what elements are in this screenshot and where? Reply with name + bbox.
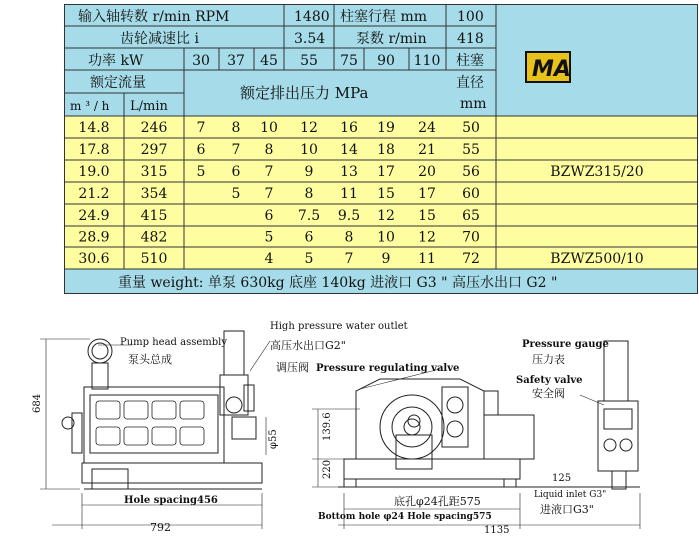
pump-head-en-label: Pump head assembly <box>120 337 228 348</box>
dim-792: 792 <box>150 521 171 534</box>
row-flow-lmin: 315 <box>140 164 168 180</box>
row-pressure-cell: 18 <box>377 142 395 158</box>
row-flow-lmin: 297 <box>140 142 168 158</box>
row-plunger-dia: 65 <box>462 208 480 224</box>
row-pressure-cell: 21 <box>418 142 436 158</box>
row-pressure-cell: 7 <box>231 142 241 158</box>
row-flow-m3h: 17.8 <box>78 142 110 158</box>
row-pressure-cell: 12 <box>377 208 395 224</box>
row-pressure-cell: 7 <box>264 164 274 180</box>
row-pressure-cell: 9.5 <box>337 208 361 224</box>
row-pressure-cell: 16 <box>340 120 358 136</box>
hole-spacing-label: Hole spacing456 <box>124 495 218 506</box>
row-pressure-cell: 6 <box>304 229 314 246</box>
hp-outlet-cn-label: 高压水出口G2" <box>270 339 346 352</box>
row-pressure-cell: 5 <box>264 229 274 246</box>
ma-logo-text: MA <box>532 57 571 82</box>
row-model-name: BZWZ315/20 <box>550 164 644 180</box>
row-flow-m3h: 30.6 <box>78 251 110 267</box>
row-pressure-cell: 5 <box>304 251 314 267</box>
row-pressure-cell: 12 <box>300 120 318 136</box>
row-pressure-cell: 7 <box>264 186 274 202</box>
plunger-diameter-label: 直径 <box>456 75 484 91</box>
dim-139-6: 139.6 <box>322 412 333 441</box>
rpm-label: 输入轴转数 r/min RPM <box>78 9 230 25</box>
row-pressure-cell: 14 <box>340 142 358 158</box>
row-pressure-cell: 6 <box>264 208 274 224</box>
dim-55: φ55 <box>268 429 279 449</box>
bottom-hole-cn-label: 底孔φ24孔距575 <box>394 495 481 508</box>
row-pressure-cell: 9 <box>304 164 314 180</box>
row-flow-m3h: 28.9 <box>78 229 110 246</box>
row-pressure-cell: 12 <box>418 229 436 246</box>
pressure-gauge-en-label: Pressure gauge <box>522 339 609 350</box>
row-pressure-cell: 8 <box>304 186 314 202</box>
row-flow-m3h: 14.8 <box>78 120 110 136</box>
row-pressure-cell: 17 <box>418 186 436 202</box>
row-pressure-cell: 11 <box>340 186 358 202</box>
stroke-value: 100 <box>457 9 484 25</box>
power-header-55: 55 <box>300 53 318 69</box>
row-pressure-cell: 17 <box>377 164 395 180</box>
row-pressure-cell: 8 <box>231 120 241 136</box>
row-plunger-dia: 56 <box>462 164 480 180</box>
spec-table <box>64 4 698 294</box>
row-pressure-cell: 8 <box>344 229 354 246</box>
pressure-gauge-cn-label: 压力表 <box>532 353 565 366</box>
row-pressure-cell: 20 <box>418 164 436 180</box>
pump-speed-value: 418 <box>457 31 484 47</box>
row-flow-lmin: 246 <box>140 120 168 136</box>
row-pressure-cell: 6 <box>231 164 241 180</box>
row-pressure-cell: 11 <box>418 251 436 267</box>
row-pressure-cell: 13 <box>340 164 358 180</box>
reg-valve-cn-label: 调压阀 <box>276 361 309 374</box>
power-header-90: 90 <box>377 53 395 69</box>
bottom-hole-en-label: Bottom hole φ24 Hole spacing575 <box>318 512 492 522</box>
safety-valve-cn-label: 安全阀 <box>532 387 565 400</box>
liquid-inlet-en-label: Liquid inlet G3" <box>534 490 607 500</box>
rated-flow-label: 额定流量 <box>90 75 146 91</box>
power-header-37: 37 <box>227 53 245 69</box>
row-flow-m3h: 19.0 <box>78 164 110 180</box>
row-pressure-cell: 15 <box>377 186 395 202</box>
reg-valve-en-label: Pressure regulating valve <box>316 363 460 374</box>
plunger-label: 柱塞 <box>456 53 484 69</box>
weight-footer: 重量 weight: 单泵 630kg 底座 140kg 进液口 G3 " 高压水出口 G2 " <box>118 275 558 291</box>
row-pressure-cell: 7 <box>344 251 354 267</box>
row-flow-lmin: 415 <box>140 208 168 224</box>
row-pressure-cell: 7.5 <box>297 208 321 224</box>
row-pressure-cell: 5 <box>196 164 206 180</box>
row-plunger-dia: 50 <box>462 120 480 136</box>
pump-head-cn-label: 泵头总成 <box>128 353 172 366</box>
power-header-45: 45 <box>260 53 278 69</box>
row-flow-lmin: 354 <box>140 186 168 202</box>
rpm-value: 1480 <box>294 9 330 25</box>
dim-1135: 1135 <box>484 525 510 535</box>
row-flow-lmin: 482 <box>140 229 168 246</box>
dim-125: 125 <box>552 473 572 484</box>
row-pressure-cell: 9 <box>381 251 391 267</box>
dim-220: 220 <box>322 459 333 479</box>
row-plunger-dia: 70 <box>462 229 480 246</box>
row-flow-m3h: 24.9 <box>78 208 110 224</box>
row-pressure-cell: 10 <box>300 142 318 158</box>
row-pressure-cell: 5 <box>231 186 241 202</box>
row-pressure-cell: 10 <box>377 229 395 246</box>
power-header-75: 75 <box>340 53 358 69</box>
flow-unit-lmin: L/min <box>130 99 168 114</box>
stroke-label: 柱塞行程 mm <box>340 9 428 25</box>
flow-unit-m3h: m ³ / h <box>70 99 110 113</box>
row-pressure-cell: 24 <box>418 120 436 136</box>
row-pressure-cell: 7 <box>196 120 206 136</box>
row-pressure-cell: 10 <box>260 120 278 136</box>
hp-outlet-en-label: High pressure water outlet <box>270 321 408 332</box>
row-pressure-cell: 15 <box>418 208 436 224</box>
safety-valve-en-label: Safety valve <box>516 375 583 386</box>
row-pressure-cell: 19 <box>377 120 395 136</box>
row-flow-lmin: 510 <box>140 251 168 267</box>
row-plunger-dia: 72 <box>462 251 480 267</box>
row-pressure-cell: 4 <box>264 251 274 267</box>
row-model-name: BZWZ500/10 <box>550 251 644 267</box>
ma-logo <box>526 52 571 82</box>
power-header-110: 110 <box>413 53 441 69</box>
rated-pressure-label: 额定排出压力 MPa <box>240 84 369 102</box>
row-flow-m3h: 21.2 <box>78 186 110 202</box>
plunger-unit-label: mm <box>460 96 487 112</box>
pump-speed-label: 泵数 r/min <box>356 31 427 47</box>
ratio-label: 齿轮减速比 i <box>120 31 199 47</box>
row-pressure-cell: 8 <box>264 142 274 158</box>
technical-drawings <box>0 305 699 535</box>
ratio-value: 3.54 <box>294 31 326 47</box>
row-plunger-dia: 60 <box>462 186 480 202</box>
row-pressure-cell: 6 <box>196 142 206 158</box>
liquid-inlet-cn-label: 进液口G3" <box>540 503 594 516</box>
power-header-30: 30 <box>192 53 210 69</box>
power-label: 功率 kW <box>88 53 144 69</box>
dim-684: 684 <box>32 393 43 413</box>
row-plunger-dia: 55 <box>462 142 480 158</box>
